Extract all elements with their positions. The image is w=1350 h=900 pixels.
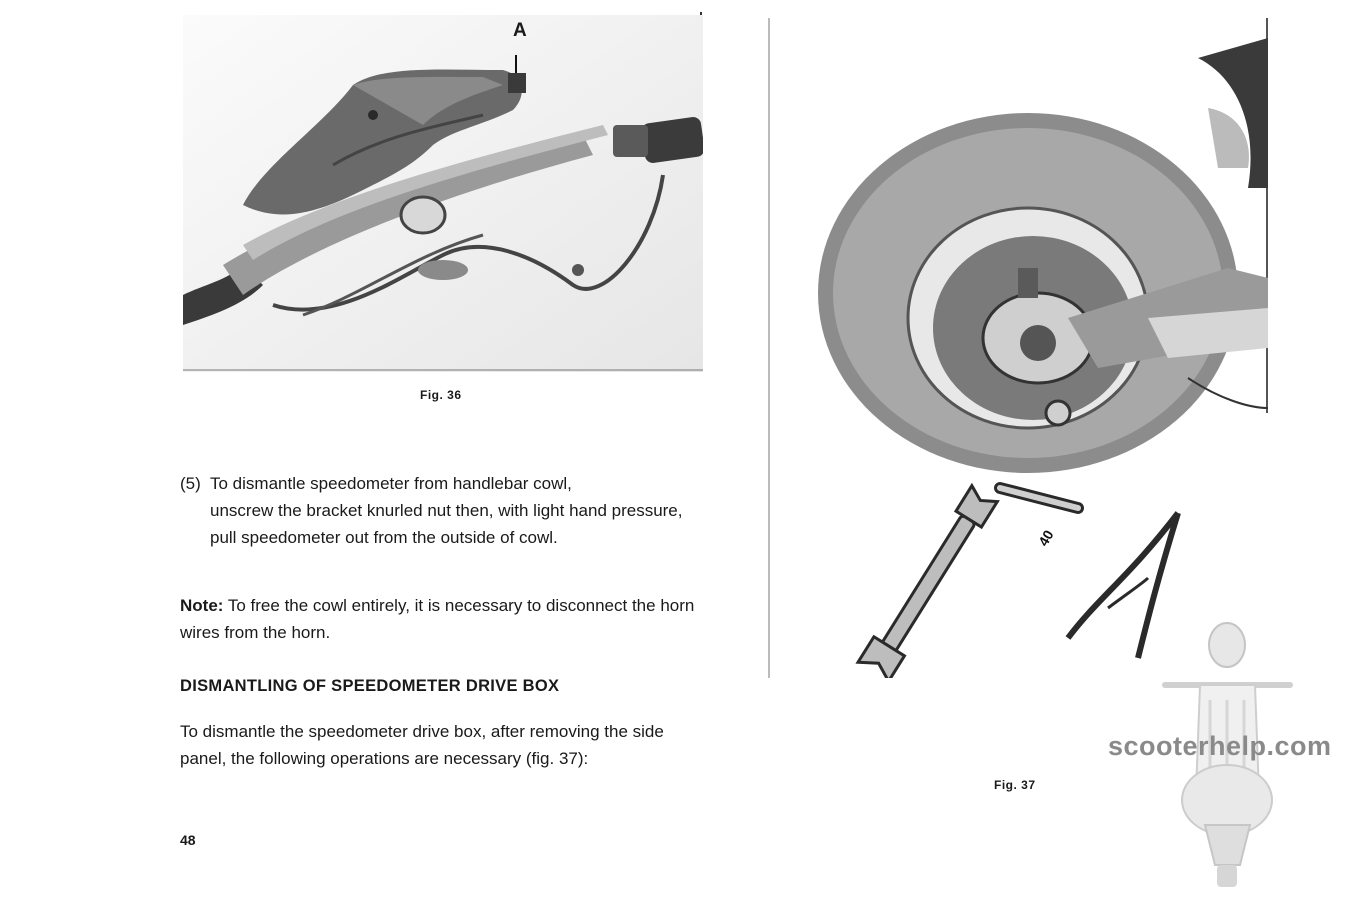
step-5-first-line: To dismantle speedometer from handlebar cowl, xyxy=(210,474,572,493)
section-body: To dismantle the speedometer drive box, after removing the side panel, the following operations are necessary (fig. 37): xyxy=(180,722,664,768)
step-5-paragraph xyxy=(180,470,700,551)
figure-label-a: A xyxy=(513,20,527,41)
section-heading: DISMANTLING OF SPEEDOMETER DRIVE BOX xyxy=(180,677,560,695)
figure-37-caption: Fig. 37 xyxy=(994,778,1036,792)
page-number: 48 xyxy=(180,832,196,848)
wheel-hub-illustration xyxy=(768,18,1268,678)
tool-label: 40 xyxy=(1034,527,1057,549)
note-text: To free the cowl entirely, it is necessary to disconnect the horn wires from the horn. xyxy=(180,596,695,642)
note-paragraph xyxy=(180,592,700,646)
handlebar-illustration xyxy=(183,15,703,372)
figure-36-handlebar-photo xyxy=(183,15,703,372)
note-label: Note: xyxy=(180,596,224,615)
step-number: (5) xyxy=(180,474,201,493)
watermark-text: scooterhelp.com xyxy=(1108,731,1332,761)
figure-36-caption: Fig. 36 xyxy=(420,388,462,402)
step-5-continuation: unscrew the bracket knurled nut then, with light hand pressure, pull speedometer out from the outside of cowl. xyxy=(210,501,683,547)
figure-37-wheel-photo xyxy=(768,18,1268,678)
